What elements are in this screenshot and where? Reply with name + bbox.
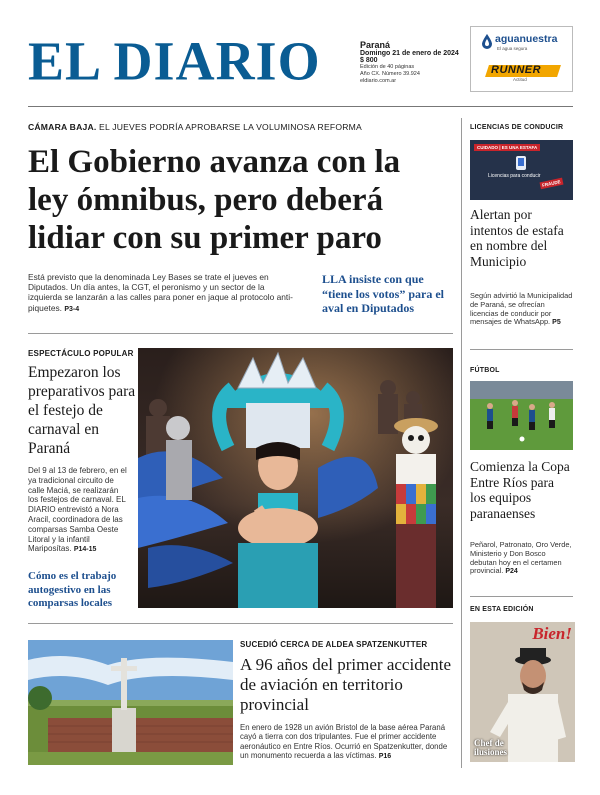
- masthead-divider: [28, 106, 573, 107]
- licenses-body-text: Según advirtió la Municipalidad de Paraná, se ofrecían licencias de conducir por mensajes de WhatsApp.: [470, 291, 573, 327]
- sponsor-ad-box[interactable]: [470, 26, 573, 92]
- edition-site: eldiario.com.ar: [360, 78, 397, 84]
- lead-kicker: [28, 122, 362, 132]
- edition-info: [360, 40, 460, 85]
- football-body: [470, 541, 573, 577]
- licenses-banner-label: CUIDADO | ES UNA ESTAFA: [474, 144, 540, 151]
- sponsor-aguanuestra: aguanuestra: [495, 33, 558, 45]
- carnival-divider: [28, 623, 453, 624]
- carnival-photo[interactable]: [138, 348, 453, 608]
- lead-divider: [28, 333, 453, 334]
- football-body-text: Peñarol, Patronato, Oro Verde, Ministerio y Don Bosco debutan hoy en el certamen provincial.: [470, 540, 572, 576]
- licenses-headline[interactable]: Alertan por intentos de estafa en nombre del Municipio: [470, 207, 564, 269]
- water-drop-icon: [481, 33, 493, 49]
- licenses-banner-text: Licencias para conducir: [488, 173, 541, 179]
- carnival-headline[interactable]: Empezaron los preparativos para el festejo de carnaval en Paraná: [28, 364, 136, 457]
- carnival-kicker: ESPECTÁCULO POPULAR: [28, 349, 134, 358]
- licenses-body: [470, 292, 573, 328]
- sponsor-runner-logo: [487, 63, 559, 83]
- monument-photo[interactable]: [28, 640, 233, 765]
- licenses-page-ref: P5: [552, 319, 561, 327]
- football-divider: [470, 596, 573, 597]
- lead-body-text: Está previsto que la denominada Ley Bases se trate el jueves en Diputados. Un día antes, la CGT, el peronismo y un sector de la izquierda se lanzarán a las calles para poner en jaque al protocolo anti-piquetes.: [28, 272, 293, 313]
- edition-pages: Edición de 40 páginas: [360, 64, 415, 70]
- edition-date: Domingo 21 de enero de 2024: [360, 50, 459, 57]
- magazine-cover[interactable]: [470, 622, 575, 762]
- newspaper-logo: EL DIARIO: [28, 30, 321, 92]
- column-divider: [461, 118, 462, 768]
- carnival-page-ref: P14-15: [73, 546, 97, 554]
- lead-page-ref: P3-4: [64, 305, 80, 313]
- aviation-headline[interactable]: A 96 años del primer accidente de aviación en territorio provincial: [240, 655, 452, 714]
- football-photo[interactable]: [470, 381, 573, 450]
- lead-side-headline[interactable]: LLA insiste con que “tiene los votos” para el aval en Diputados: [322, 272, 444, 315]
- magazine-caption: Chef de ilusiones: [474, 738, 508, 757]
- licenses-banner-stamp: FRAUDE: [540, 178, 564, 190]
- aviation-body: [240, 723, 450, 762]
- aviation-kicker: SUCEDIÓ CERCA DE ALDEA SPATZENKUTTER: [240, 640, 428, 649]
- sponsor-aguanuestra-tagline: El agua segura: [497, 46, 528, 51]
- sponsor-runner-tagline: Actitud: [513, 77, 527, 82]
- sponsor-runner-name: RUNNER: [491, 64, 542, 76]
- edition-city: Paraná: [360, 40, 391, 50]
- carnival-link-headline[interactable]: Cómo es el trabajo autogestivo en las comparsas locales: [28, 570, 117, 609]
- edition-price: $ 800: [360, 57, 378, 64]
- lead-body: [28, 272, 300, 315]
- magazine-title: Bien!: [532, 624, 572, 643]
- licenses-divider: [470, 349, 573, 350]
- aviation-body-text: En enero de 1928 un avión Bristol de la base aérea Paraná cayó a tierra con dos tripulantes. Fue el primer accidente aeronáutico en Entre Ríos. Ocurrió en Spatzenkutter, donde un monumento recuerda a las víctimas.: [240, 723, 448, 761]
- football-headline[interactable]: Comienza la Copa Entre Ríos para los equipos paranaenses: [470, 459, 570, 521]
- football-page-ref: P24: [505, 568, 518, 576]
- licenses-kicker: LICENCIAS DE CONDUCIR: [470, 124, 564, 131]
- edition-kicker: EN ESTA EDICIÓN: [470, 606, 534, 613]
- licenses-banner[interactable]: [470, 140, 573, 200]
- lead-kicker-text: EL JUEVES PODRÍA APROBARSE LA VOLUMINOSA REFORMA: [96, 122, 362, 132]
- lead-kicker-bold: CÁMARA BAJA.: [28, 122, 97, 132]
- phone-icon: [511, 156, 531, 170]
- football-kicker: FÚTBOL: [470, 367, 500, 374]
- aviation-page-ref: P16: [378, 753, 392, 761]
- carnival-body-text: Del 9 al 13 de febrero, en el ya tradicional circuito de calle Maciá, se realizarán los festejos de carnaval. EL DIARIO entrevistó a Nora Aracil, coordinadora de las comparsas Samba Oeste Litoral y la infantil Mariposítas.: [28, 466, 127, 554]
- edition-number: Año CX. Número 39.924: [360, 71, 420, 77]
- lead-headline[interactable]: El Gobierno avanza con la ley ómnibus, pero deberá lidiar con su primer paro: [28, 144, 401, 256]
- carnival-body: [28, 466, 128, 555]
